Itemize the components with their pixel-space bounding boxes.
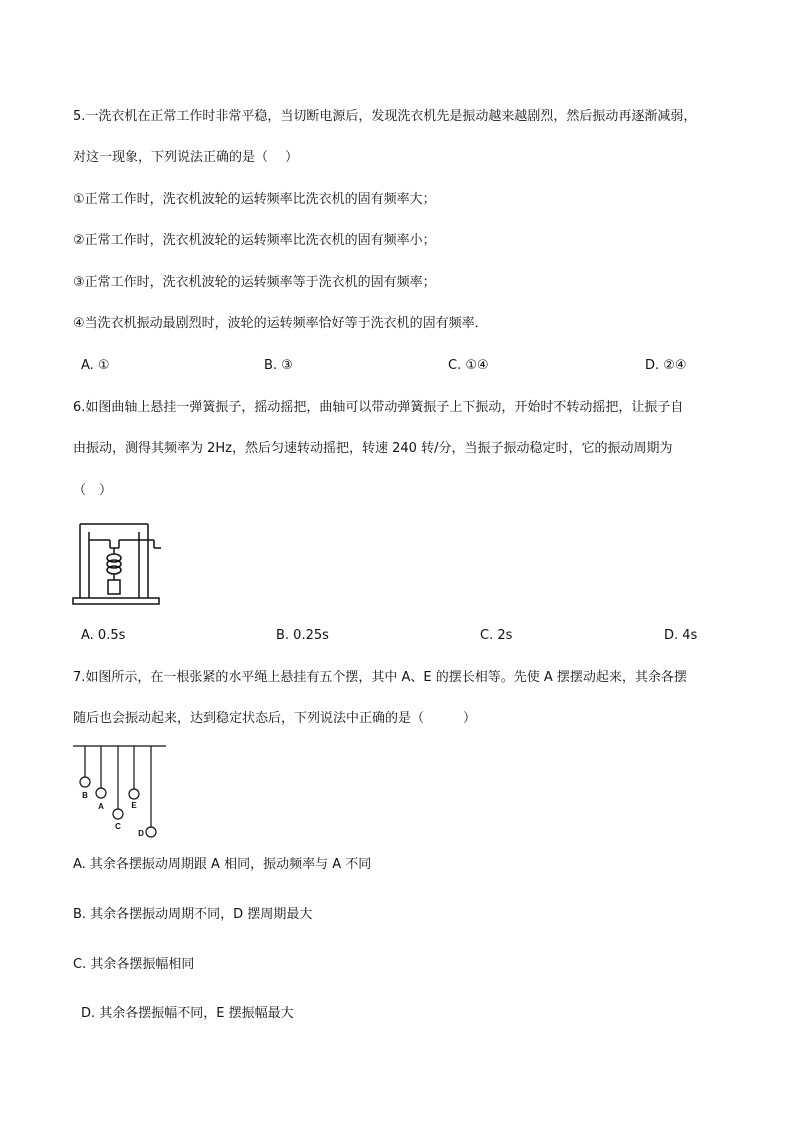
q7-option-a: A. 其余各摆振动周期跟 A 相同，振动频率与 A 不同 bbox=[73, 857, 372, 872]
q5-statement-1: ①正常工作时，洗衣机波轮的运转频率比洗衣机的固有频率大； bbox=[73, 192, 436, 207]
q7-option-d: D. 其余各摆振幅不同，E 摆振幅最大 bbox=[81, 1006, 294, 1021]
q6-stem-line-3: （ ） bbox=[73, 483, 113, 498]
pendulum-b-bob bbox=[80, 777, 90, 787]
crankshaft-spring-oscillator-figure bbox=[72, 518, 167, 608]
q5-statement-2: ②正常工作时，洗衣机波轮的运转频率比洗衣机的固有频率小； bbox=[73, 233, 436, 248]
q5-statement-4: ④当洗衣机振动最剧烈时，波轮的运转频率恰好等于洗衣机的固有频率． bbox=[73, 316, 488, 331]
q6-stem-line-1: 6.如图曲轴上悬挂一弹簧振子，摇动摇把，曲轴可以带动弹簧振子上下振动，开始时不转动摇把，让振子自 bbox=[73, 400, 684, 415]
q7-option-b: B. 其余各摆振动周期不同，D 摆周期最大 bbox=[73, 907, 313, 922]
q5-option-d: D. ②④ bbox=[645, 358, 687, 373]
pendulum-label-c: C bbox=[115, 822, 121, 831]
q7-option-c: C. 其余各摆振幅相同 bbox=[73, 957, 195, 972]
q6-option-b: B. 0.25s bbox=[276, 628, 329, 643]
five-pendulums-figure bbox=[70, 742, 170, 842]
q5-stem-line-1: 5.一洗衣机在正常工作时非常平稳，当切断电源后，发现洗衣机先是振动越来越剧烈，然后振动再逐渐减弱， bbox=[73, 109, 697, 124]
q7-stem-line-2: 随后也会振动起来，达到稳定状态后，下列说法中正确的是（ ） bbox=[73, 711, 477, 726]
q5-stem-line-2: 对这一现象，下列说法正确的是（ ） bbox=[73, 150, 299, 165]
q6-stem-line-2: 由振动，测得其频率为 2Hz，然后匀速转动摇把，转速 240 转/分，当振子振动稳定时，它的振动周期为 bbox=[73, 441, 673, 456]
pendulum-label-d: D bbox=[138, 829, 144, 838]
pendulum-label-e: E bbox=[131, 801, 137, 810]
q7-stem-line-1: 7.如图所示，在一根张紧的水平绳上悬挂有五个摆，其中 A、E 的摆长相等。先使 A 摆摆动起来，其余各摆 bbox=[73, 670, 687, 685]
q5-option-a: A. ① bbox=[81, 358, 110, 373]
pendulum-label-a: A bbox=[98, 802, 104, 811]
q5-option-c: C. ①④ bbox=[448, 358, 489, 373]
q5-option-b: B. ③ bbox=[264, 358, 293, 373]
q5-statement-3: ③正常工作时，洗衣机波轮的运转频率等于洗衣机的固有频率； bbox=[73, 275, 436, 290]
pendulum-label-b: B bbox=[82, 791, 88, 800]
q6-option-c: C. 2s bbox=[480, 628, 513, 643]
pendulum-d-bob bbox=[146, 827, 156, 837]
pendulum-e-bob bbox=[129, 789, 139, 799]
pendulum-c-bob bbox=[113, 809, 123, 819]
q6-option-d: D. 4s bbox=[664, 628, 698, 643]
pendulum-a-bob bbox=[96, 788, 106, 798]
q6-option-a: A. 0.5s bbox=[81, 628, 126, 643]
